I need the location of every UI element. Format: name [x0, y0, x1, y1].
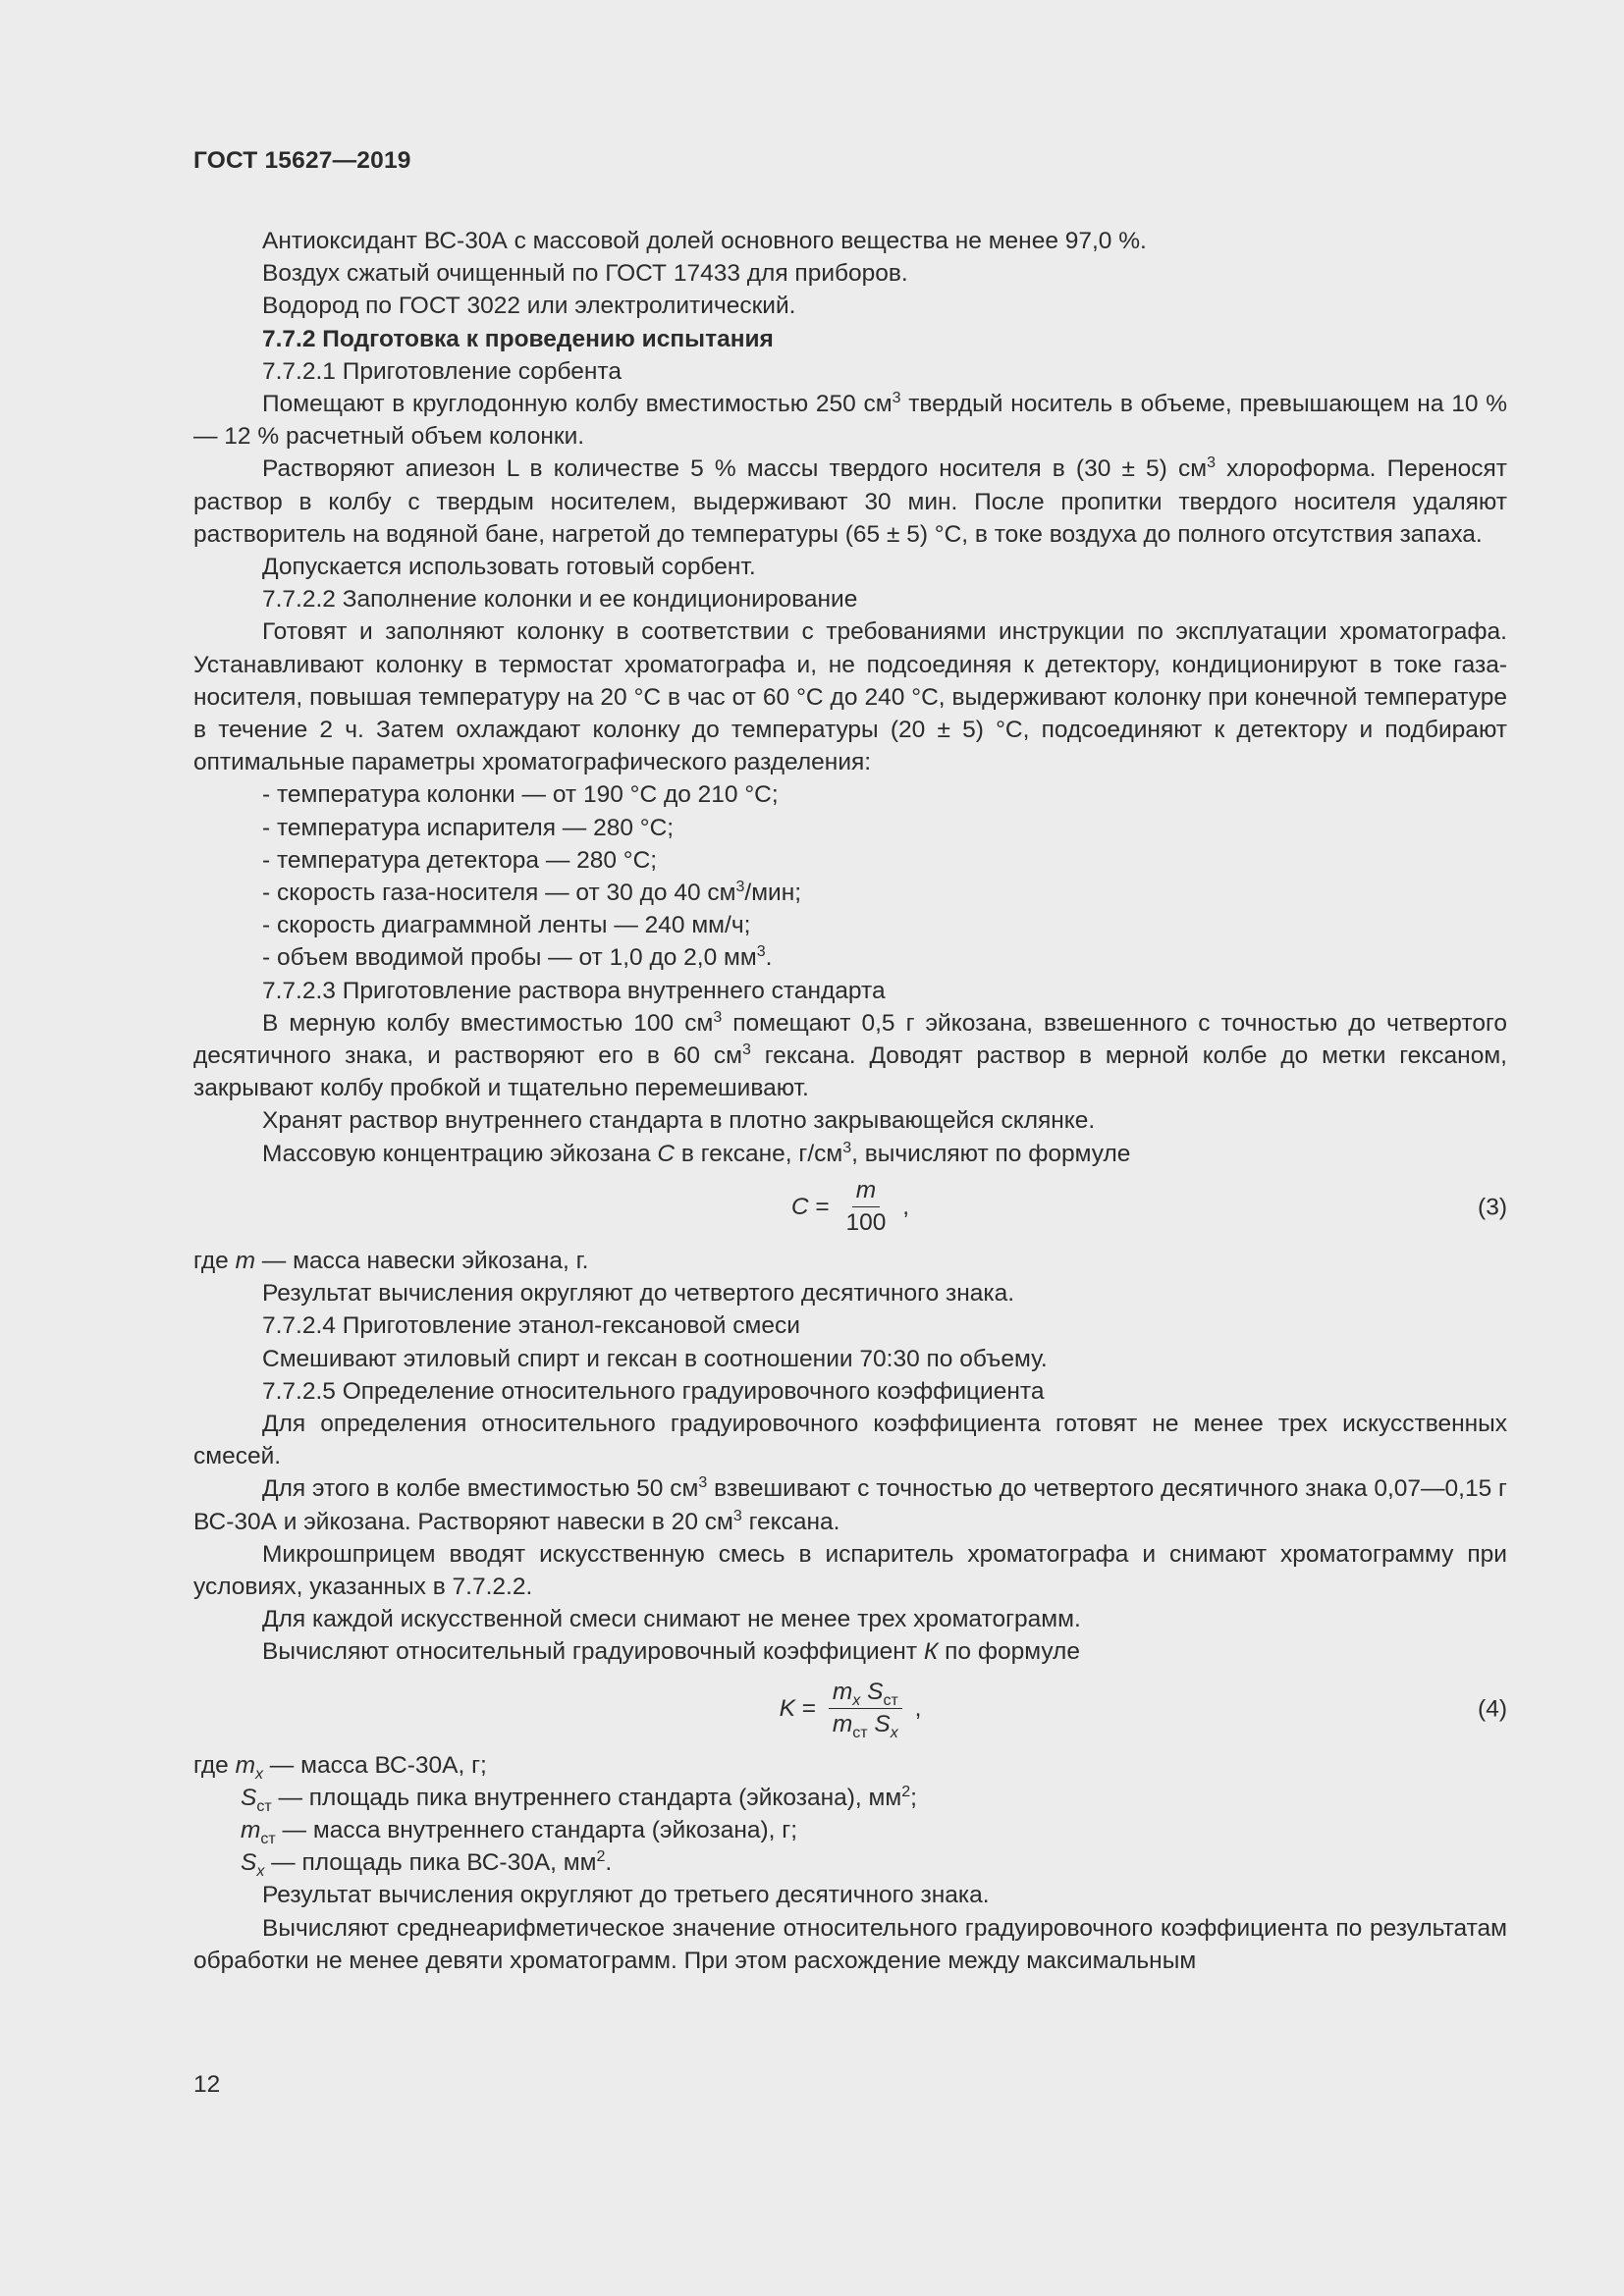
paragraph: Для определения относительного градуировочного коэффициента готовят не менее трех искусственных смесей.	[193, 1410, 1507, 1470]
subsection-heading: 7.7.2.3 Приготовление раствора внутреннего стандарта	[262, 977, 886, 1004]
paragraph: Допускается использовать готовый сорбент.	[262, 554, 756, 581]
definition-item	[193, 1782, 1507, 1814]
superscript: 3	[713, 1008, 723, 1026]
text-run: , вычисляют по формуле	[851, 1140, 1131, 1167]
subsection-heading: 7.7.2.1 Приготовление сорбента	[262, 357, 622, 385]
formula-lhs: C	[790, 1194, 809, 1221]
denominator	[829, 1709, 902, 1742]
equals-sign: =	[794, 1694, 823, 1722]
paragraph: Микрошприцем вводят искусственную смесь в испаритель хроматографа и снимают хроматограмму при условиях, указанных в 7.7.2.2.	[193, 1540, 1507, 1600]
superscript: 3	[741, 1041, 751, 1059]
text-run: по формуле	[938, 1638, 1080, 1666]
superscript: 3	[698, 1474, 708, 1492]
list-item	[193, 877, 1507, 909]
numerator	[852, 1177, 880, 1207]
document-header: ГОСТ 15627—2019	[193, 147, 411, 174]
text-run: где	[193, 1751, 236, 1779]
text-run: Массовую концентрацию эйкозана	[262, 1140, 658, 1167]
list-item: - температура колонки — от 190 °С до 210 °С;	[262, 781, 779, 809]
superscript: 3	[732, 1507, 742, 1524]
text-run: — площадь пика ВС-30А, мм	[264, 1849, 597, 1877]
paragraph	[193, 1138, 1507, 1170]
paragraph: Смешивают этиловый спирт и гексан в соотношении 70:30 по объему.	[262, 1345, 1048, 1372]
superscript: 2	[901, 1783, 911, 1800]
formula-4	[193, 1669, 1507, 1749]
text-run: гексана. Доводят раствор в мерной колбе до метки гексаном, закрывают колбу пробкой и тщательно перемешивают.	[193, 1042, 1507, 1102]
document-body	[193, 225, 1507, 1977]
subscript: ст	[852, 1725, 868, 1742]
subscript: x	[255, 1765, 263, 1783]
paragraph: Хранят раствор внутреннего стандарта в плотно закрывающейся склянке.	[262, 1107, 1096, 1135]
subscript: ст	[260, 1830, 276, 1847]
text-run: .	[765, 944, 773, 972]
variable: S	[241, 1849, 257, 1877]
text-run: .	[605, 1849, 613, 1877]
formula-comma: ,	[907, 1694, 922, 1722]
formula-lhs: K	[779, 1694, 795, 1722]
paragraph: Результат вычисления округляют до третьего десятичного знака.	[262, 1882, 990, 1909]
variable: К	[923, 1638, 939, 1666]
paragraph: Готовят и заполняют колонку в соответствии с требованиями инструкции по эксплуатации хроматографа. Устанавливают колонку в термостат хроматографа и, не подсоединяя к детектору, кондиционируют в токе газа-носителя, повышая температуру на 20 °С в час от 60 °С до 240 °С, выдерживают колонку при конечной температуре в течение 2 ч. Затем охлаждают колонку до температуры (20 ± 5) °С, подсоединяют к детектору и подбирают оптимальные параметры хроматографического разделения:	[193, 618, 1507, 776]
numerator	[829, 1679, 902, 1709]
fraction	[842, 1177, 891, 1237]
paragraph: Вычисляют среднеарифметическое значение относительного градуировочного коэффициента по результатам обработки не менее девяти хроматограмм. При этом расхождение между максимальным	[193, 1914, 1507, 1974]
superscript: 3	[892, 390, 901, 407]
text-run: гексана.	[741, 1508, 840, 1535]
paragraph	[193, 388, 1507, 453]
equals-sign: =	[808, 1194, 837, 1221]
text-run: В мерную колбу вместимостью 100 см	[262, 1009, 714, 1037]
formula-body	[193, 1170, 1507, 1245]
text-run: — масса внутреннего стандарта (эйкозана), г;	[275, 1816, 798, 1843]
text-run: — площадь пика внутреннего стандарта (эйкозана), мм	[271, 1784, 902, 1811]
paragraph	[193, 453, 1507, 551]
subscript: x	[890, 1725, 898, 1742]
variable: S	[874, 1711, 891, 1738]
text-run: - скорость газа-носителя — от 30 до 40 см	[262, 880, 736, 907]
variable: S	[241, 1784, 257, 1811]
variable: С	[657, 1140, 676, 1167]
list-item: - скорость диаграммной ленты — 240 мм/ч;	[262, 912, 751, 939]
text-run: твердый носитель в объеме, превышающем на 10 % — 12 % расчетный объем колонки.	[193, 391, 1507, 451]
variable: S	[867, 1679, 884, 1706]
page-number: 12	[193, 2071, 221, 2098]
superscript: 3	[842, 1139, 852, 1156]
text-run: — масса навески эйкозана, г.	[255, 1247, 589, 1274]
subscript: x	[256, 1863, 265, 1881]
superscript: 3	[1207, 454, 1216, 472]
paragraph: Воздух сжатый очищенный по ГОСТ 17433 для приборов.	[262, 260, 908, 288]
text-run: где	[193, 1247, 236, 1274]
variable: m	[832, 1711, 853, 1738]
subsection-heading: 7.7.2.2 Заполнение колонки и ее кондиционирование	[262, 586, 858, 614]
text-run: - объем вводимой пробы — от 1,0 до 2,0 мм	[262, 944, 757, 972]
paragraph: Водород по ГОСТ 3022 или электролитический.	[262, 293, 796, 320]
text-run: взвешивают с точностью до четвертого десятичного знака 0,07—0,15 г ВС-30А и эйкозана. Растворяют навески в 20 см	[193, 1475, 1507, 1535]
definition-item	[193, 1814, 1507, 1846]
variable: m	[235, 1247, 255, 1274]
text-run: Для этого в колбе вместимостью 50 см	[262, 1475, 699, 1503]
formula-comma: ,	[895, 1194, 910, 1221]
variable: m	[241, 1816, 261, 1843]
where-clause	[193, 1245, 1507, 1277]
paragraph: Для каждой искусственной смеси снимают не менее трех хроматограмм.	[262, 1606, 1081, 1633]
text-run: хлороформа. Переносят раствор в колбу с твердым носителем, выдерживают 30 мин. После пропитки твердого носителя удаляют растворитель на водяной бане, нагретой до температуры (65 ± 5) °С, в токе воздуха до полного отсутствия запаха.	[193, 455, 1507, 548]
formula-body	[193, 1669, 1507, 1749]
where-clause	[193, 1749, 1507, 1782]
subsection-heading: 7.7.2.5 Определение относительного градуировочного коэффициента	[262, 1377, 1045, 1405]
text-run: — масса ВС-30А, г;	[263, 1751, 487, 1779]
formula-number: (3)	[1478, 1194, 1507, 1221]
paragraph	[193, 1635, 1507, 1668]
section-heading: 7.7.2 Подготовка к проведению испытания	[262, 325, 774, 352]
paragraph	[193, 1472, 1507, 1537]
list-item	[193, 941, 1507, 974]
subscript: ст	[883, 1692, 898, 1710]
superscript: 3	[756, 943, 766, 961]
variable: m	[855, 1177, 877, 1204]
fraction	[829, 1679, 902, 1742]
text-run: Вычисляют относительный градуировочный коэффициент	[262, 1638, 924, 1666]
superscript: 2	[596, 1848, 606, 1866]
superscript: 3	[735, 879, 745, 896]
paragraph	[193, 1007, 1507, 1105]
subsection-heading: 7.7.2.4 Приготовление этанол-гексановой смеси	[262, 1312, 800, 1340]
text-run: помещают 0,5 г эйкозана, взвешенного с точностью до четвертого десятичного знака, и растворяют его в 60 см	[193, 1009, 1507, 1070]
text-run: Растворяют апиезон L в количестве 5 % массы твердого носителя в (30 ± 5) см	[262, 455, 1208, 483]
list-item: - температура испарителя — 280 °С;	[262, 814, 675, 841]
definition-item	[193, 1846, 1507, 1879]
text-run: ;	[910, 1784, 917, 1811]
paragraph: Результат вычисления округляют до четвертого десятичного знака.	[262, 1280, 1015, 1308]
denominator: 100	[845, 1209, 887, 1237]
subscript: x	[852, 1692, 861, 1710]
variable: m	[832, 1679, 853, 1706]
formula-number: (4)	[1478, 1694, 1507, 1722]
text-run: /мин;	[744, 880, 802, 907]
text-run: в гексане, г/см	[675, 1140, 843, 1167]
formula-3	[193, 1170, 1507, 1245]
variable: m	[235, 1751, 255, 1779]
list-item: - температура детектора — 280 °С;	[262, 846, 658, 874]
paragraph: Антиоксидант ВС-30А с массовой долей основного вещества не менее 97,0 %.	[262, 228, 1147, 254]
subscript: ст	[256, 1797, 272, 1815]
text-run: Помещают в круглодонную колбу вместимостью 250 см	[262, 391, 893, 418]
